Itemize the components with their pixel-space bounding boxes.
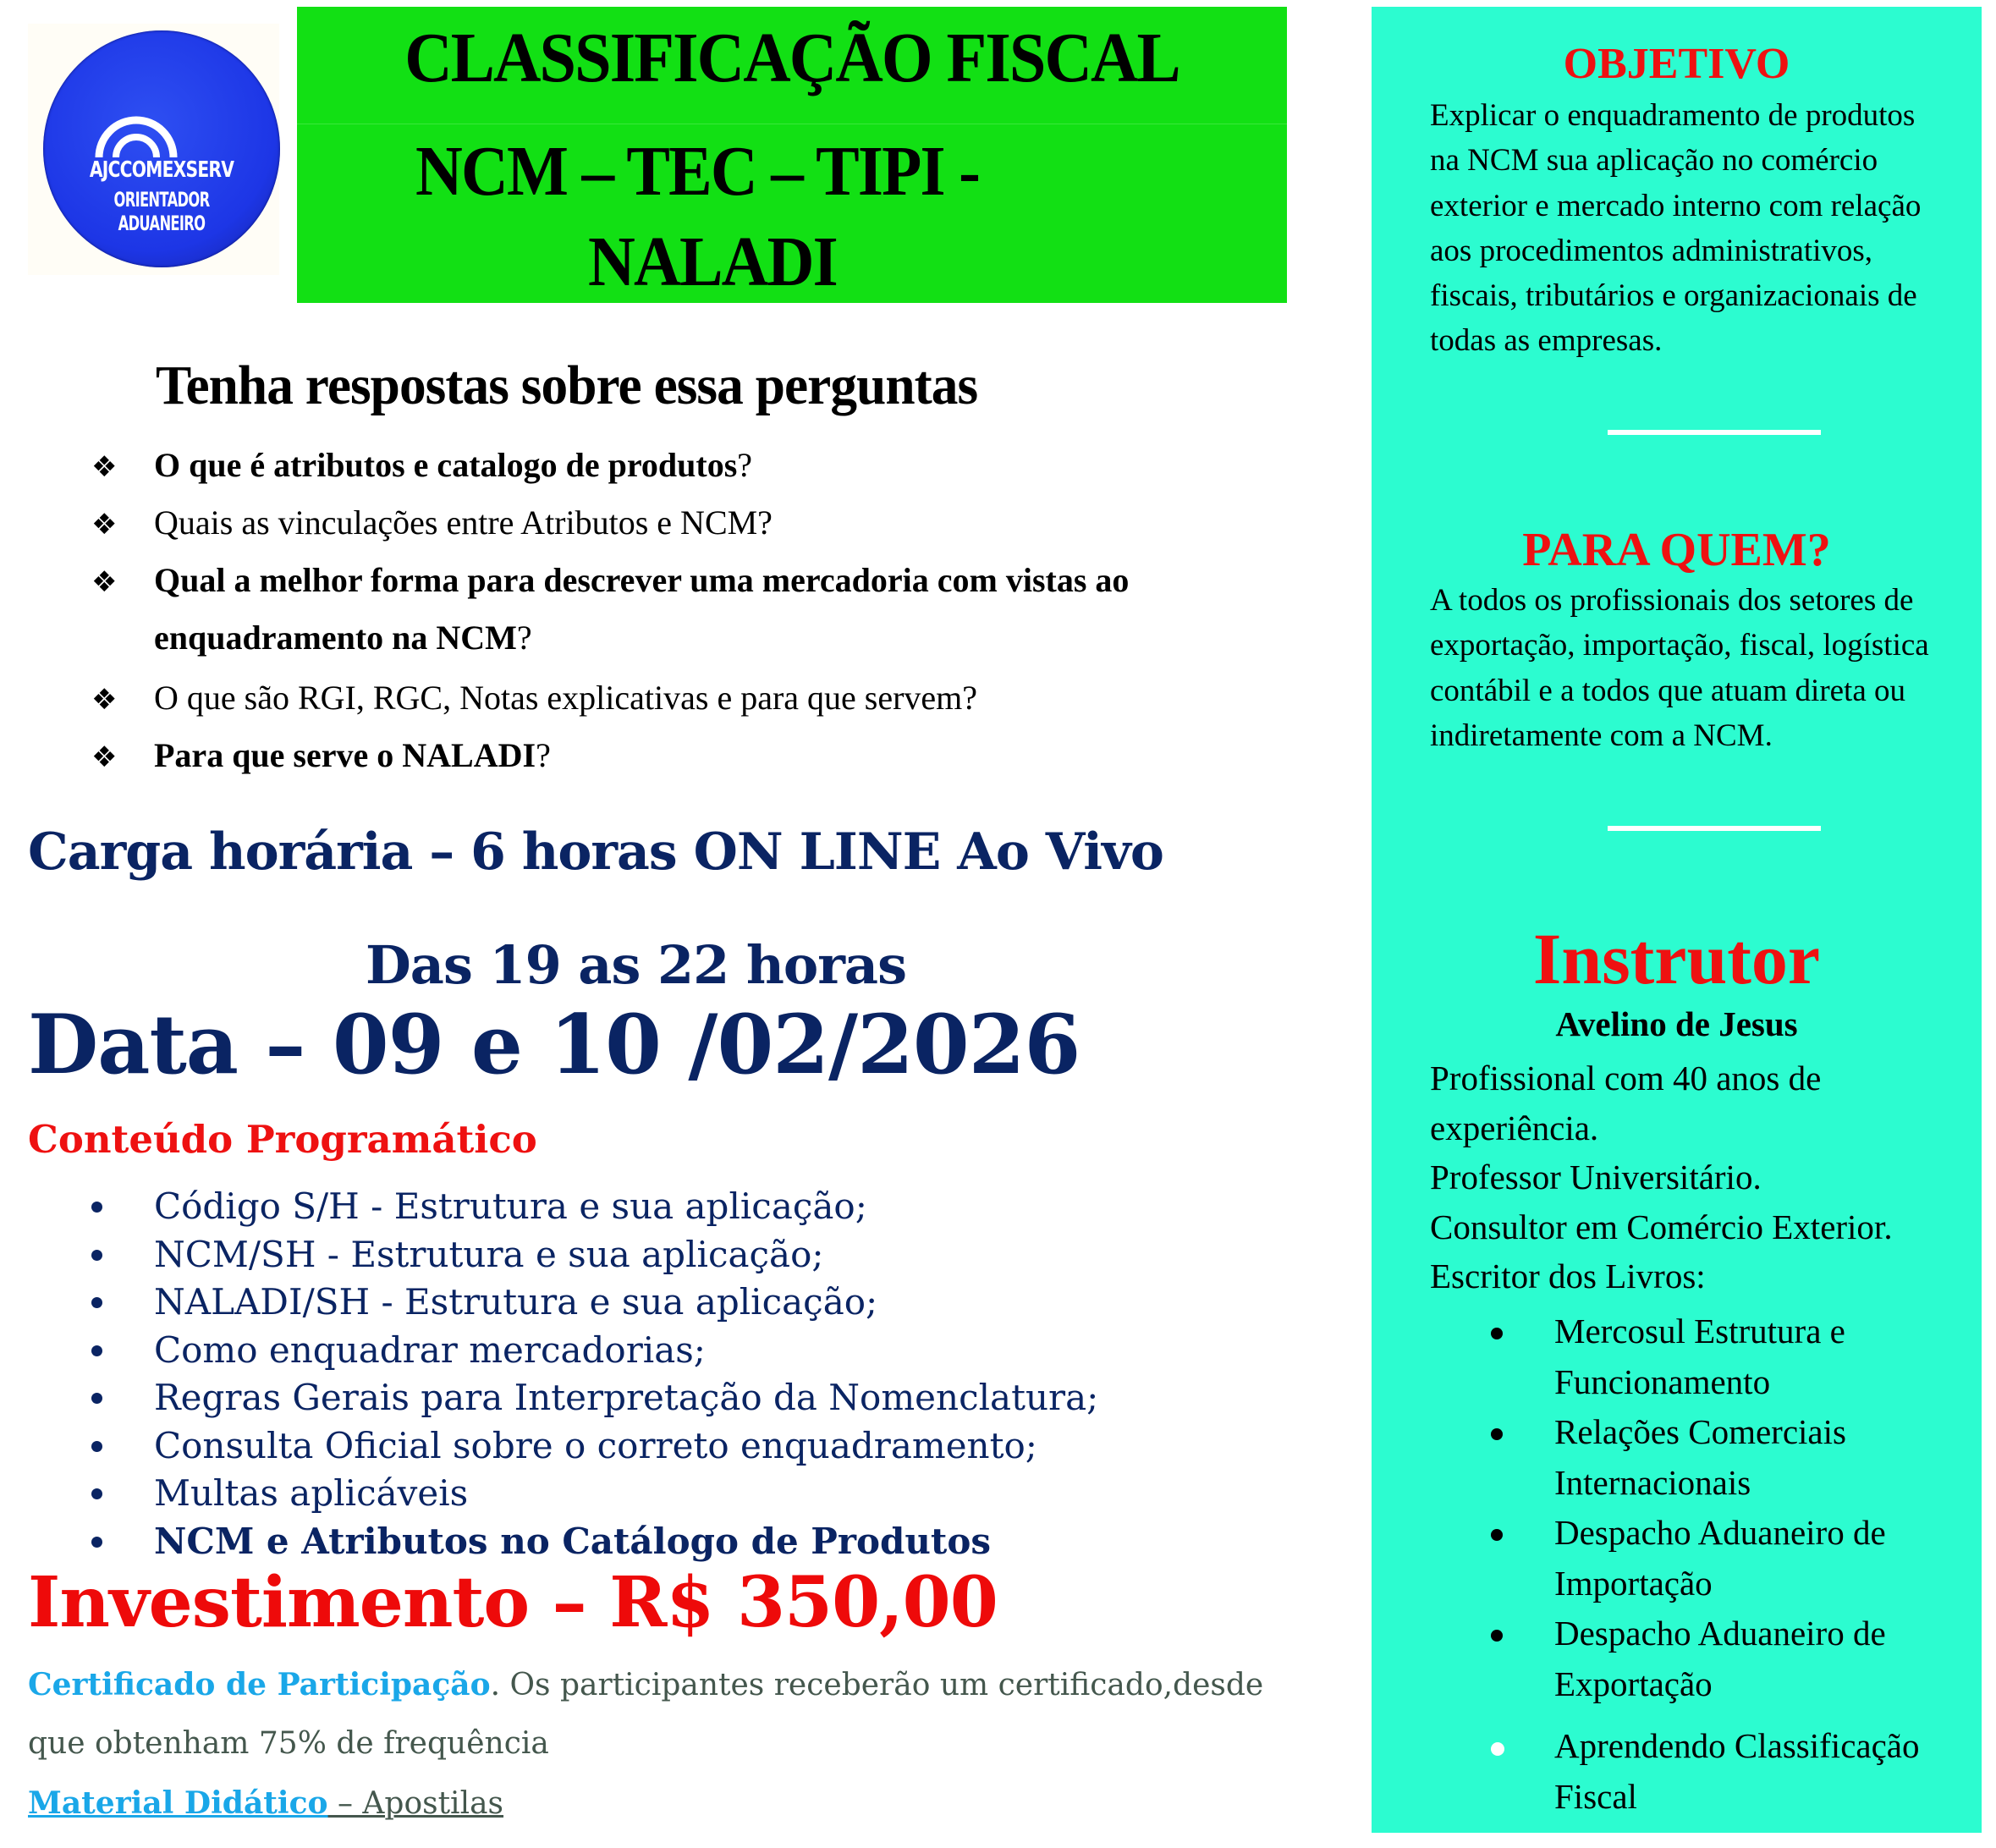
- question-item-continuation: enquadramento na NCM?: [154, 619, 532, 657]
- bullet-icon: [91, 1345, 102, 1356]
- certificate-paragraph: Certificado de Participação. Os participantes receberão um certificado,desde: [28, 1667, 1264, 1702]
- instructor-heading: Instrutor: [1532, 918, 1821, 999]
- diamond-bullet-icon: ❖: [91, 450, 118, 484]
- book-item: Despacho Aduaneiro de Exportação: [1372, 1609, 1919, 1709]
- material-link[interactable]: Material Didático – Apostilas: [28, 1785, 504, 1821]
- question-item: ❖ Para que serve o NALADI?: [91, 736, 551, 774]
- book-item: Mercosul Estrutura e Funcionamento: [1372, 1306, 1919, 1407]
- signal-arcs-icon: [92, 108, 180, 159]
- objective-heading: OBJETIVO: [1563, 40, 1790, 88]
- bullet-icon: [1491, 1529, 1503, 1541]
- instructor-name: Avelino de Jesus: [1555, 1004, 1798, 1043]
- audience-text: A todos os profissionais dos setores de exportação, importação, fiscal, logística contábil e a todos que atuam direta ou indiretamente com a NCM.: [1430, 583, 1929, 753]
- logo-badge: [43, 30, 280, 267]
- bullet-icon: [91, 1441, 102, 1452]
- book-item: Despacho Aduaneiro de Importação: [1372, 1508, 1919, 1609]
- title-line-3: NALADI: [588, 223, 837, 301]
- logo-brand-text: AJCCOMEXSERV: [89, 157, 234, 183]
- time-range-text: Das 19 as 22 horas: [366, 934, 906, 996]
- bullet-icon: [91, 1537, 102, 1548]
- logo: [28, 24, 279, 275]
- material-label[interactable]: Material Didático: [28, 1785, 328, 1821]
- bullet-icon: [91, 1202, 102, 1213]
- book-item: Relações Comerciais Internacionais: [1372, 1407, 1919, 1508]
- section-divider: [1608, 826, 1821, 831]
- books-list: [1372, 1306, 1919, 1822]
- course-date-text: Data – 09 e 10 /02/2026: [28, 997, 1080, 1092]
- question-item: ❖ Qual a melhor forma para descrever uma mercadoria com vistas ao: [91, 561, 1130, 599]
- bullet-icon: [91, 1250, 102, 1261]
- section-divider: [1608, 430, 1821, 435]
- objective-text: Explicar o enquadramento de produtos na NCM sua aplicação no comércio exterior e mercado interno com relação aos procedimentos administrativos, fiscais, tributários e organizacionais de todas as empresas.: [1430, 98, 1922, 359]
- price-text: Investimento – R$ 350,00: [28, 1562, 998, 1643]
- question-item: ❖ O que é atributos e catalogo de produtos?: [91, 446, 753, 484]
- questions-heading: Tenha respostas sobre essa perguntas: [156, 355, 978, 416]
- title-line-2: NCM – TEC – TIPI -: [415, 132, 980, 211]
- diamond-bullet-icon: ❖: [91, 508, 118, 542]
- question-item: ❖ O que são RGI, RGC, Notas explicativas e para que servem?: [91, 679, 978, 717]
- instructor-bio: Profissional com 40 anos de experiência. Professor Universitário. Consultor em Comércio Exterior. Escritor dos Livros:: [1430, 1059, 1893, 1295]
- workload-text: Carga horária – 6 horas ON LINE Ao Vivo: [28, 822, 1163, 882]
- title-banner: [297, 7, 1287, 303]
- certificate-label: Certificado de Participação: [28, 1667, 491, 1702]
- audience-heading: PARA QUEM?: [1522, 524, 1831, 576]
- bullet-icon: [1491, 1742, 1504, 1756]
- certificate-paragraph-cont: que obtenham 75% de frequência: [28, 1726, 549, 1761]
- bullet-icon: [1491, 1328, 1503, 1339]
- syllabus-heading: Conteúdo Programático: [28, 1117, 537, 1162]
- bullet-icon: [1491, 1630, 1503, 1642]
- bullet-icon: [91, 1297, 102, 1308]
- diamond-bullet-icon: ❖: [91, 683, 118, 717]
- info-panel: [1372, 7, 1982, 1833]
- diamond-bullet-icon: ❖: [91, 565, 118, 599]
- book-item: Aprendendo Classificação Fiscal: [1372, 1721, 1919, 1822]
- bullet-icon: [91, 1393, 102, 1404]
- logo-tagline-text: ORIENTADOR ADUANEIRO: [113, 188, 210, 235]
- bullet-icon: [91, 1488, 102, 1499]
- title-line-1: CLASSIFICAÇÃO FISCAL: [404, 19, 1179, 97]
- question-item: ❖ Quais as vinculações entre Atributos e NCM?: [91, 503, 773, 542]
- bullet-icon: [1491, 1428, 1503, 1440]
- diamond-bullet-icon: ❖: [91, 740, 118, 774]
